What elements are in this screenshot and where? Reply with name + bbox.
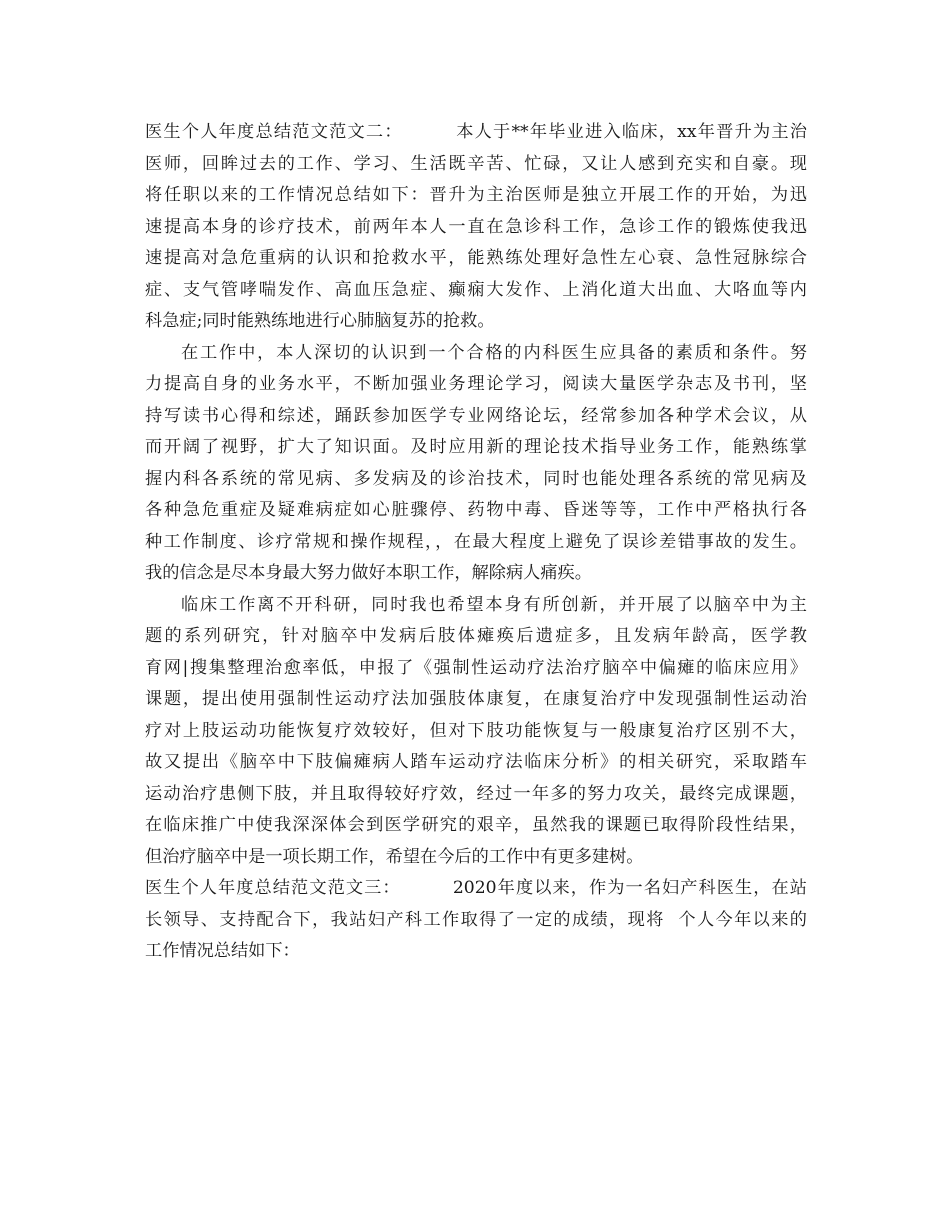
text-line: 工作情况总结如下： [145, 941, 300, 961]
document-body [145, 117, 807, 968]
text-line: 速提高对急危重病的认识和抢救水平，能熟练处理好急性左心衰、急性冠脉综合 [145, 248, 807, 268]
text-line: 握内科各系统的常见病、多发病及的诊治技术，同时也能处理各系统的常见病及 [145, 468, 807, 489]
text-line: 而开阔了视野，扩大了知识面。及时应用新的理论技术指导业务工作，能熟练掌 [145, 437, 807, 457]
text-line: 在临床推广中使我深深体会到医学研究的艰辛，虽然我的课题已取得阶段性结果， [145, 815, 807, 835]
text-line: 医生个人年度总结范文范文二： 本人于**年毕业进入临床，xx年晋升为主治 [145, 122, 807, 142]
text-line: 持写读书心得和综述，踊跃参加医学专业网络论坛，经常参加各种学术会议，从 [145, 405, 807, 426]
text-line: 速提高本身的诊疗技术，前两年本人一直在急诊科工作，急诊工作的锻炼使我迅 [145, 216, 807, 237]
text-line: 症、支气管哮喘发作、高血压急症、癫痫大发作、上消化道大出血、大咯血等内 [145, 279, 807, 300]
text-line: 医生个人年度总结范文范文三： 2020年度以来，作为一名妇产科医生，在站 [145, 878, 807, 898]
text-line: 但治疗脑卒中是一项长期工作，希望在今后的工作中有更多建树。 [145, 846, 644, 867]
text-line: 科急症;同时能熟练地进行心肺脑复苏的抢救。 [145, 311, 495, 331]
text-line: 各种急危重症及疑难病症如心脏骤停、药物中毒、昏迷等等，工作中严格执行各 [145, 500, 807, 520]
text-line: 种工作制度、诊疗常规和操作规程，，在最大程度上避免了误诊差错事故的发生。 [145, 531, 807, 552]
text-line: 长领导、支持配合下，我站妇产科工作取得了一定的成绩，现将 个人今年以来的 [145, 909, 807, 930]
text-line: 运动治疗患侧下肢，并且取得较好疗效，经过一年多的努力攻关，最终完成课题， [145, 783, 807, 804]
text-line: 在工作中，本人深切的认识到一个合格的内科医生应具备的素质和条件。努 [181, 342, 807, 363]
text-line: 临床工作离不开科研，同时我也希望本身有所创新，并开展了以脑卒中为主 [181, 594, 807, 615]
text-line: 疗对上肢运动功能恢复疗效较好，但对下肢功能恢复与一般康复治疗区别不大， [145, 720, 807, 741]
text-line: 力提高自身的业务水平，不断加强业务理论学习，阅读大量医学杂志及书刊，坚 [145, 374, 807, 394]
text-line: 育网|搜集整理治愈率低，申报了《强制性运动疗法治疗脑卒中偏瘫的临床应用》 [145, 657, 807, 678]
text-line: 我的信念是尽本身最大努力做好本职工作，解除病人痛疾。 [145, 563, 592, 583]
text-line: 题的系列研究，针对脑卒中发病后肢体瘫痪后遗症多，且发病年龄高，医学教 [145, 626, 807, 646]
text-line: 课题，提出使用强制性运动疗法加强肢体康复，在康复治疗中发现强制性运动治 [145, 689, 807, 709]
text-line: 故又提出《脑卒中下肢偏瘫病人踏车运动疗法临床分析》的相关研究，采取踏车 [145, 752, 807, 772]
text-line: 将任职以来的工作情况总结如下：晋升为主治医师是独立开展工作的开始，为迅 [145, 185, 807, 205]
text-line: 医师，回眸过去的工作、学习、生活既辛苦、忙碌，又让人感到充实和自豪。现 [145, 153, 807, 174]
